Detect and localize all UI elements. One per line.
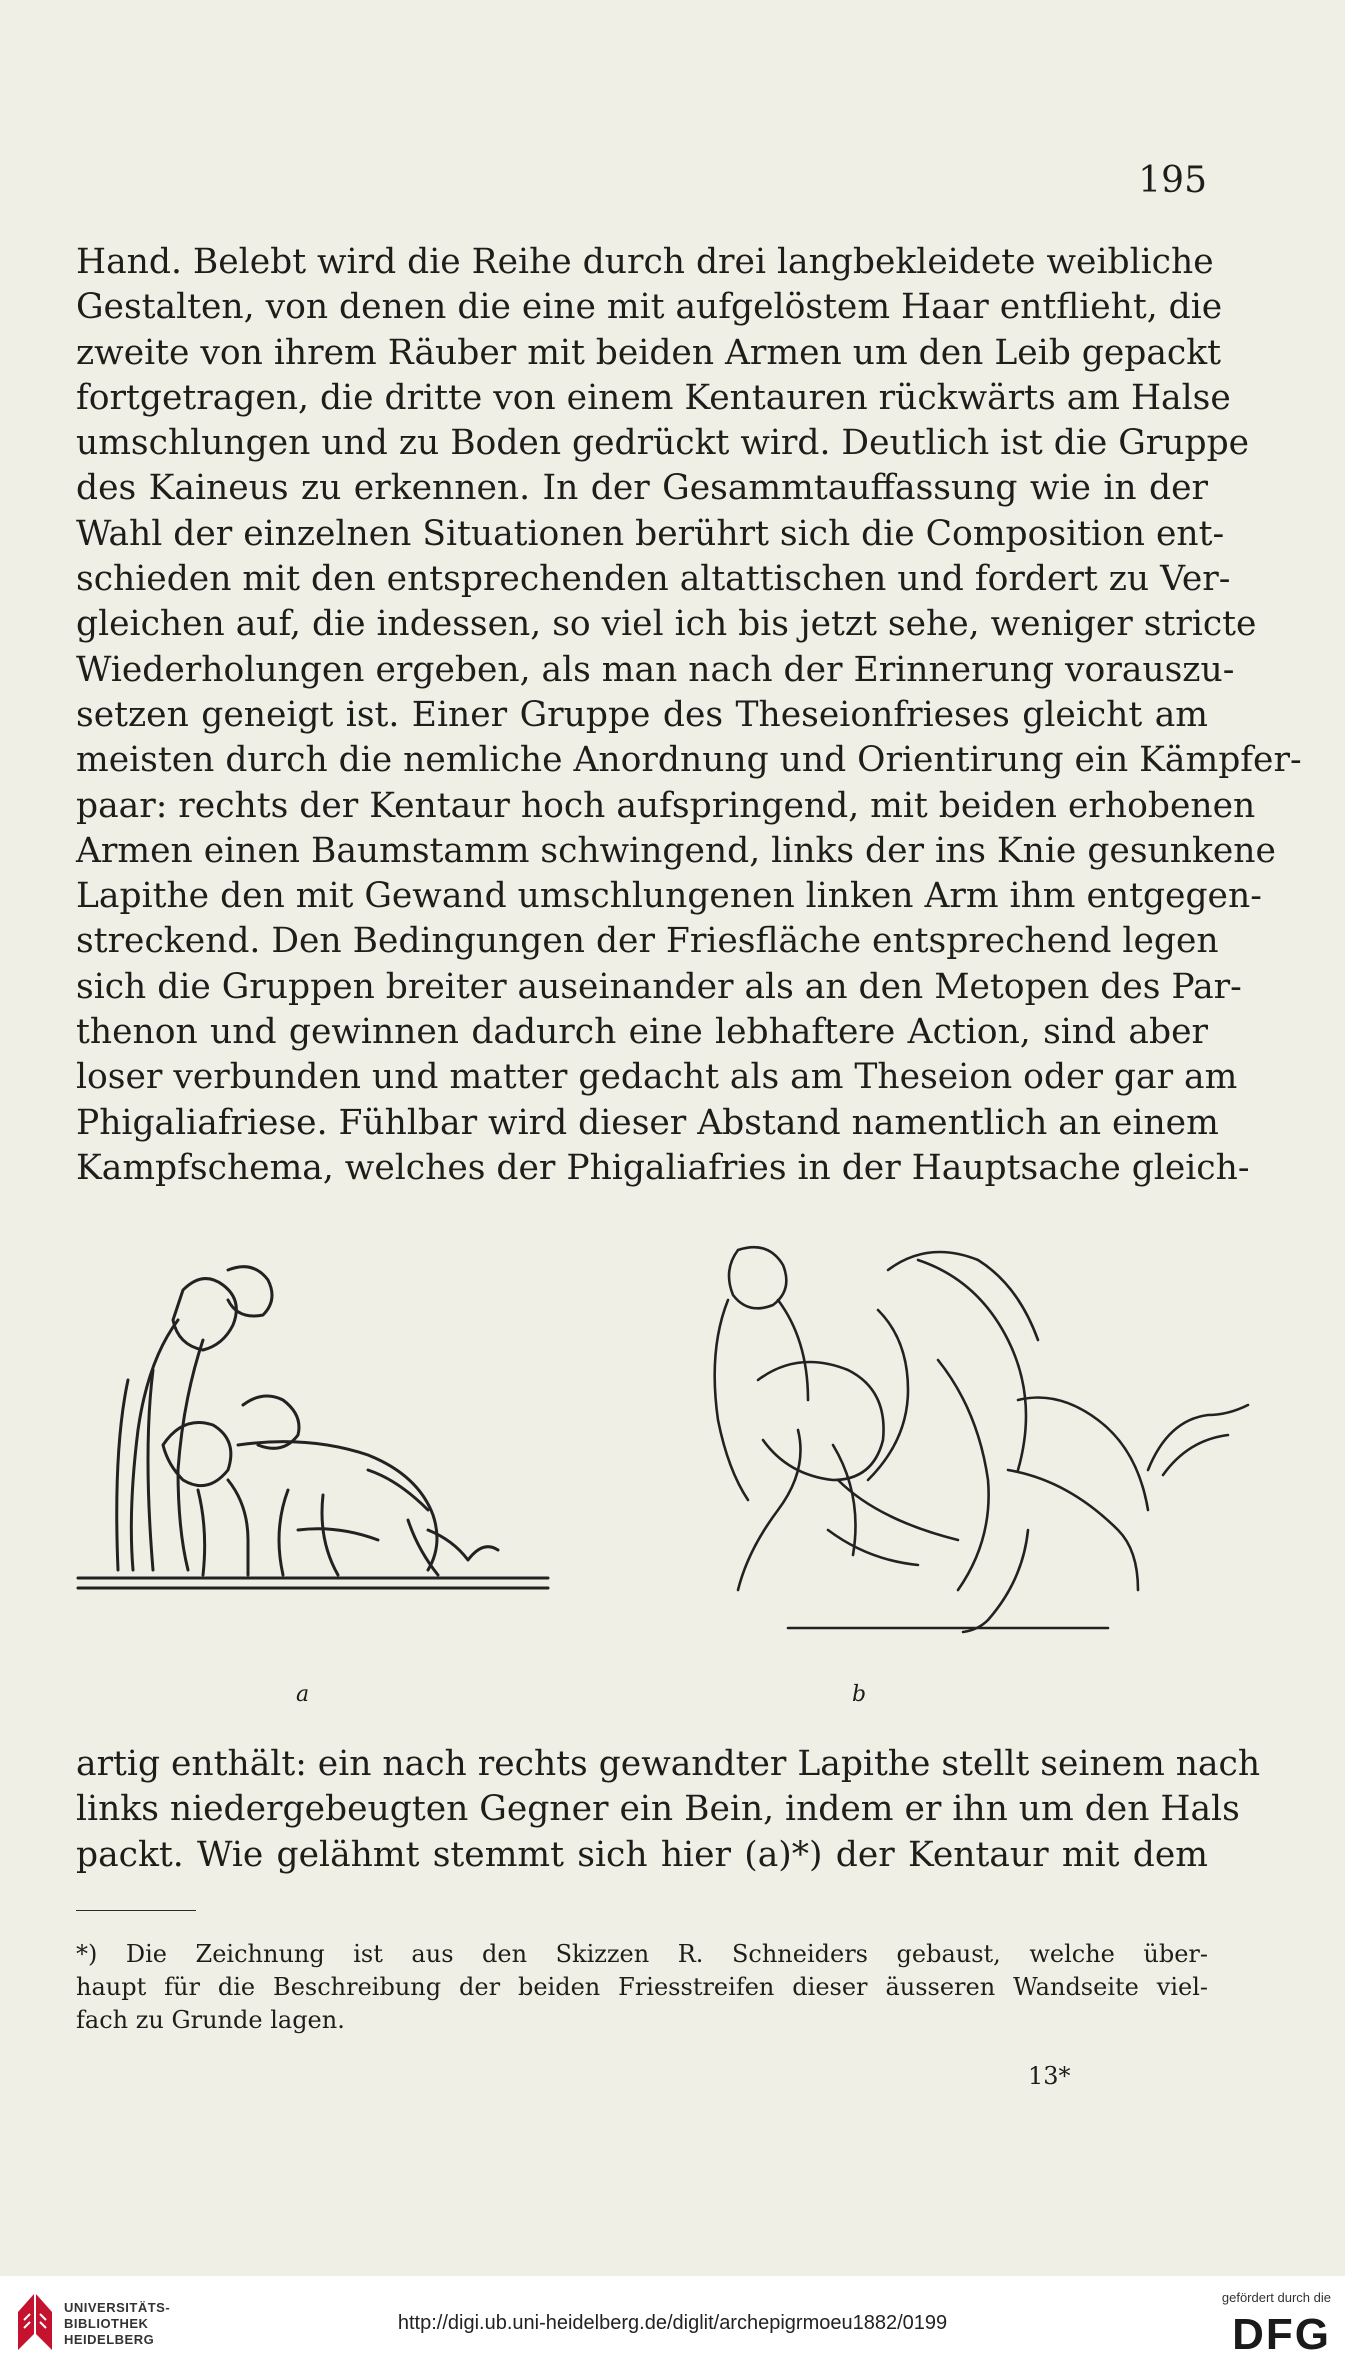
text-line: fortgetragen, die dritte von einem Kentauren rückwärts am Halse xyxy=(76,377,1231,418)
footnote-divider xyxy=(76,1910,196,1911)
library-name: UNIVERSITÄTS- BIBLIOTHEK HEIDELBERG xyxy=(64,2300,171,2347)
text-line: paar: rechts der Kentaur hoch aufspringend, mit beiden erhobenen xyxy=(76,785,1256,826)
text-line: Phigaliafriese. Fühlbar wird dieser Abstand namentlich an einem xyxy=(76,1102,1219,1143)
text-line: packt. Wie gelähmt stemmt sich hier (a)*) der Kentaur mit dem xyxy=(76,1834,1208,1875)
text-line: Armen einen Baumstamm schwingend, links der ins Knie gesunkene xyxy=(76,830,1276,871)
text-line: zweite von ihrem Räuber mit beiden Armen um den Leib gepackt xyxy=(76,332,1221,373)
frieze-drawing-a xyxy=(68,1230,568,1660)
text-line: links niedergebeugten Gegner ein Bein, indem er ihn um den Hals xyxy=(76,1789,1240,1830)
text-line: thenon und gewinnen dadurch eine lebhaftere Action, sind aber xyxy=(76,1012,1208,1053)
signature-mark: 13* xyxy=(1028,2062,1071,2090)
footnote xyxy=(76,1938,1208,2037)
text-line: Wahl der einzelnen Situationen berührt sich die Composition ent- xyxy=(76,513,1225,554)
text-line: umschlungen und zu Boden gedrückt wird. Deutlich ist die Gruppe xyxy=(76,423,1250,464)
text-line: schieden mit den entsprechenden altattischen und fordert zu Ver- xyxy=(76,559,1231,600)
text-line: Gestalten, von denen die eine mit aufgelöstem Haar entflieht, die xyxy=(76,287,1223,328)
sponsor-note: gefördert durch die xyxy=(1221,2290,1331,2305)
text-line: streckend. Den Bedingungen der Friesfläche entsprechend legen xyxy=(76,921,1219,962)
figure-label-b: b xyxy=(852,1682,867,1707)
footnote-line: haupt für die Beschreibung der beiden Friesstreifen dieser äusseren Wandseite viel- xyxy=(76,1973,1208,2001)
text-line: setzen geneigt ist. Einer Gruppe des Theseionfrieses gleicht am xyxy=(76,694,1208,735)
frieze-drawing-b xyxy=(588,1230,1268,1660)
text-line: Kampfschema, welches der Phigaliafries in der Hauptsache gleich- xyxy=(76,1147,1250,1188)
footnote-line: *) Die Zeichnung ist aus den Skizzen R. Schneiders gebaust, welche über- xyxy=(76,1940,1208,1968)
text-line: sich die Gruppen breiter auseinander als an den Metopen des Par- xyxy=(76,966,1242,1007)
text-line: Lapithe den mit Gewand umschlungenen linken Arm ihm entgegen- xyxy=(76,876,1262,917)
page-number: 195 xyxy=(1138,160,1207,201)
paragraph-1 xyxy=(76,240,1302,1191)
text-line: Wiederholungen ergeben, als man nach der Erinnerung vorauszu- xyxy=(76,649,1235,690)
text-line: Hand. Belebt wird die Reihe durch drei langbekleidete weibliche xyxy=(76,242,1214,282)
text-line: des Kaineus zu erkennen. In der Gesammtauffassung wie in der xyxy=(76,468,1208,509)
text-line: meisten durch die nemliche Anordnung und Orientirung ein Kämpfer- xyxy=(76,740,1302,781)
figure-label-a: a xyxy=(296,1682,310,1707)
text-line: loser verbunden und matter gedacht als am Theseion oder gar am xyxy=(76,1057,1238,1098)
dfg-logo[interactable]: DFG xyxy=(1232,2310,1331,2359)
text-line: gleichen auf, die indessen, so viel ich bis jetzt sehe, weniger stricte xyxy=(76,604,1257,645)
document-url-link[interactable]: http://digi.ub.uni-heidelberg.de/diglit/archepigrmoeu1882/0199 xyxy=(397,2312,948,2334)
paragraph-2 xyxy=(76,1742,1261,1878)
text-line: artig enthält: ein nach rechts gewandter Lapithe stellt seinem nach xyxy=(76,1744,1261,1784)
footnote-line: fach zu Grunde lagen. xyxy=(76,2006,345,2034)
viewer-footer xyxy=(0,2276,1345,2371)
frieze-figure xyxy=(68,1230,1268,1710)
